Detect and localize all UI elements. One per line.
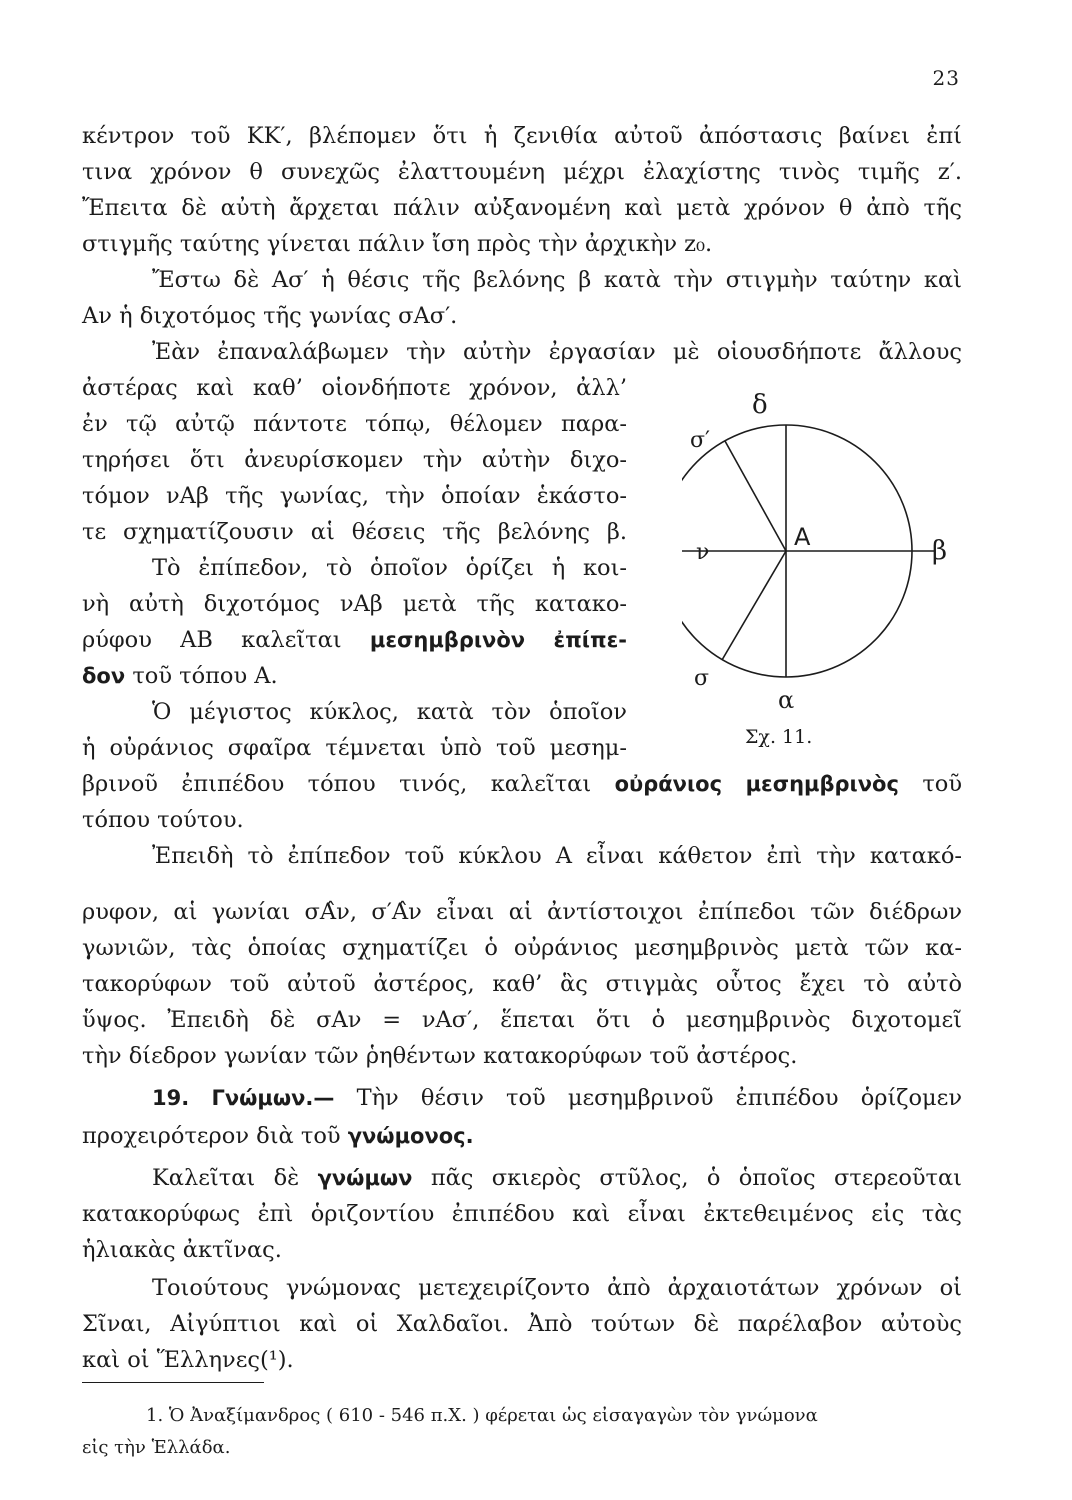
- text-line: καὶ οἱ Ἕλληνες(¹).: [82, 1347, 294, 1373]
- term-meridian-plane: μεσημβρινὸν ἐπίπε-: [369, 628, 628, 652]
- line-segment: τοῦ: [922, 771, 962, 797]
- text-line: Τοιούτους γνώμονας μετεχειρίζοντο ἀπὸ ἀρχαιοτάτων χρόνων οἱ: [152, 1275, 962, 1301]
- text-line: [82, 622, 627, 658]
- line-segment: βρινοῦ ἐπιπέδου τόπου τινός, καλεῖται: [82, 771, 592, 797]
- term-gnomon-genitive: γνώμονος.: [347, 1124, 474, 1148]
- line-segment: τοῦ τόπου Α.: [132, 663, 278, 689]
- text-line: κατακορύφως ἐπὶ ὁριζοντίου ἐπιπέδου καὶ εἶναι ἐκτεθειμένος εἰς τὰς: [82, 1201, 962, 1227]
- text-line: ἀστέρας καὶ καθ’ οἱονδήποτε χρόνον, ἀλλ’: [82, 375, 627, 401]
- text-line: Ἐὰν ἐπαναλάβωμεν τὴν αὐτὴν ἐργασίαν μὲ οἱουσδήποτε ἄλλους: [152, 339, 962, 365]
- text-line: ἡ οὐράνιος σφαῖρα τέμνεται ὑπὸ τοῦ μεσημ-: [82, 735, 627, 761]
- label-sigma-prime: σ′: [690, 428, 711, 453]
- text-line: ἡλιακὰς ἀκτῖνας.: [82, 1237, 282, 1263]
- line-segment: Τὴν θέσιν τοῦ μεσημβρινοῦ ἐπιπέδου ὁρίζομεν: [356, 1085, 963, 1111]
- page-number: 23: [932, 66, 960, 90]
- line-sigma-prime: [725, 441, 786, 551]
- text-line: τινα χρόνον θ συνεχῶς ἐλαττουμένη μέχρι ἐλαχίστης τινὸς τιμῆς z′.: [82, 159, 962, 185]
- text-line: τόμον νΑβ τῆς γωνίας, τὴν ὁποίαν ἑκάστο-: [82, 483, 627, 509]
- text-line: [82, 766, 962, 802]
- text-line: Ἔστω δὲ Ασ′ ἡ θέσις τῆς βελόνης β κατὰ τὴν στιγμὴν ταύτην καὶ: [152, 267, 962, 293]
- text-line: ρυφον, αἱ γωνίαι σΑ̂ν, σ′Α̂ν εἶναι αἱ ἀντίστοιχοι ἐπίπεδοι τῶν διέδρων: [82, 899, 962, 925]
- label-nu: ν: [696, 540, 710, 565]
- line-segment: πᾶς σκιερὸς στῦλος, ὁ ὁποῖος στερεοῦται: [430, 1165, 963, 1191]
- text-line: Ὁ μέγιστος κύκλος, κατὰ τὸν ὁποῖον: [152, 699, 627, 725]
- label-sigma: σ: [694, 666, 710, 691]
- text-line: Ἐπειδὴ τὸ ἐπίπεδον τοῦ κύκλου Α εἶναι κάθετον ἐπὶ τὴν κατακό-: [152, 843, 962, 869]
- text-line: γωνιῶν, τὰς ὁποίας σχηματίζει ὁ οὐράνιος μεσημβρινὸς μετὰ τῶν κα-: [82, 935, 962, 961]
- text-line: τηρήσει ὅτι ἀνευρίσκομεν τὴν αὐτὴν διχο-: [82, 447, 627, 473]
- text-line: νὴ αὐτὴ διχοτόμος νΑβ μετὰ τῆς κατακο-: [82, 591, 627, 617]
- text-line: [82, 1118, 962, 1154]
- term-celestial-meridian: οὐράνιος μεσημβρινὸς: [614, 772, 899, 796]
- text-line: τε σχηματίζουσιν αἱ θέσεις τῆς βελόνης β.: [82, 519, 627, 545]
- text-line: ὕψος. Ἐπειδὴ δὲ σΑν = νΑσ′, ἕπεται ὅτι ὁ μεσημβρινὸς διχοτομεῖ: [82, 1007, 962, 1033]
- footnote-line: εἰς τὴν Ἑλλάδα.: [82, 1437, 231, 1458]
- text-line: στιγμῆς ταύτης γίνεται πάλιν ἴση πρὸς τὴν ἀρχικὴν z₀.: [82, 231, 713, 257]
- label-A: Α: [794, 523, 811, 551]
- label-delta: δ: [752, 390, 768, 420]
- text-line: τὴν δίεδρον γωνίαν τῶν ῥηθέντων κατακορύφων τοῦ ἀστέρος.: [82, 1043, 798, 1069]
- line-segment: ρύφου ΑΒ καλεῖται: [82, 627, 342, 653]
- text-line: Ἔπειτα δὲ αὐτὴ ἄρχεται πάλιν αὐξανομένη καὶ μετὰ χρόνον θ ἀπὸ τῆς: [82, 195, 962, 221]
- text-line: κέντρον τοῦ ΚΚ′, βλέπομεν ὅτι ἡ ζενιθία αὐτοῦ ἀπόστασις βαίνει ἐπί: [82, 123, 962, 149]
- text-line: τακορύφων τοῦ αὐτοῦ ἀστέρος, καθ’ ἃς στιγμὰς οὗτος ἔχει τὸ αὐτὸ: [82, 971, 962, 997]
- text-line: Σῖναι, Αἰγύπτιοι καὶ οἱ Χαλδαῖοι. Ἀπὸ τούτων δὲ παρέλαβον αὐτοὺς: [82, 1311, 962, 1337]
- label-beta: β: [932, 536, 948, 566]
- line-segment: Καλεῖται δὲ: [152, 1165, 300, 1191]
- text-line: [82, 658, 627, 694]
- meridian-diagram: [682, 385, 972, 755]
- section-heading-line: [82, 1080, 962, 1116]
- label-alpha: α: [778, 686, 795, 714]
- footnote-line: 1. Ὁ Ἀναξίμανδρος ( 610 - 546 π.Χ. ) φέρεται ὡς εἰσαγαγὼν τὸν γνώμονα: [146, 1405, 818, 1426]
- figure-caption: Σχ. 11.: [745, 726, 813, 748]
- term-gnomon: γνώμων: [317, 1166, 413, 1190]
- text-line: Τὸ ἐπίπεδον, τὸ ὁποῖον ὁρίζει ἡ κοι-: [152, 555, 627, 581]
- section-heading: 19. Γνώμων.—: [152, 1086, 335, 1110]
- line-segment: προχειρότερον διὰ τοῦ: [82, 1123, 341, 1149]
- text-line: ἐν τῷ αὐτῷ πάντοτε τόπῳ, θέλομεν παρα-: [82, 411, 627, 437]
- text-line: Αν ἡ διχοτόμος τῆς γωνίας σΑσ′.: [82, 303, 458, 329]
- footnote-divider: [82, 1382, 264, 1383]
- term-meridian-plane-end: δον: [82, 664, 126, 688]
- text-line: [82, 1160, 962, 1196]
- text-line: τόπου τούτου.: [82, 807, 244, 833]
- figure-11: [682, 385, 972, 755]
- line-sigma: [722, 551, 786, 660]
